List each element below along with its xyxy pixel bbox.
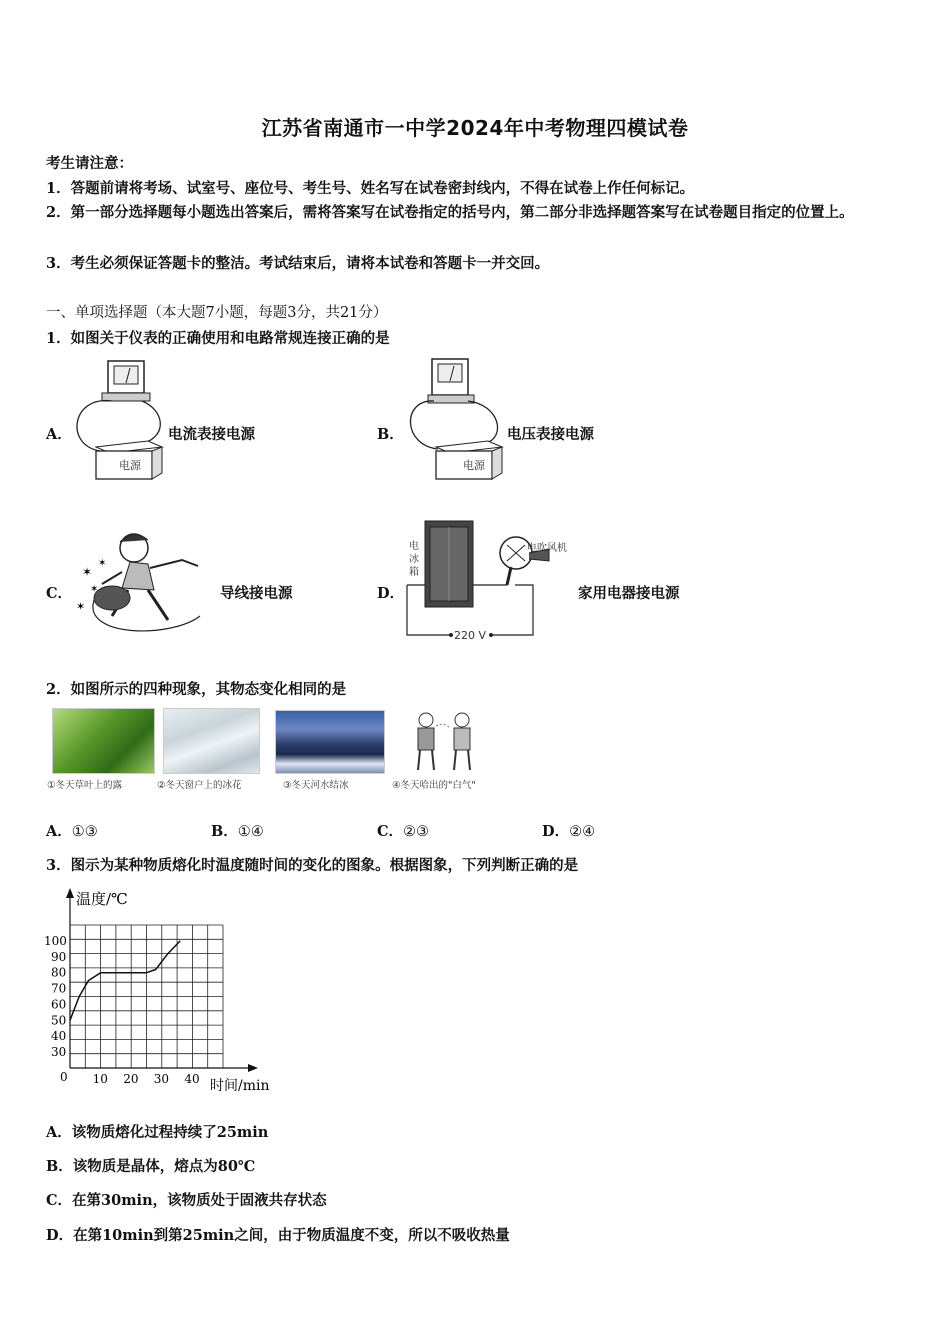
q3-option-d: D．在第10min到第25min之间，由于物质温度不变，所以不吸收热量 (46, 1227, 510, 1244)
y-tick-label: 30 (51, 1045, 67, 1060)
q1-d-fridge-label: 电冰箱 (409, 541, 419, 578)
x-axis-arrow (248, 1064, 258, 1072)
origin-label: 0 (60, 1070, 68, 1084)
notice-heading: 考生请注意： (46, 155, 133, 172)
svg-text:✶: ✶ (76, 600, 86, 613)
q2-caption-1: ①冬天草叶上的露 (47, 780, 123, 791)
y-tick-label: 50 (51, 1013, 67, 1028)
voltmeter-circuit-figure (402, 355, 512, 485)
q2-option-b: B．①④ (211, 823, 264, 840)
q2-caption-3: ③冬天河水结冰 (283, 780, 349, 791)
q2-option-c: C．②③ (377, 823, 430, 840)
q2-option-d: D．②④ (542, 823, 596, 840)
page-title: 江苏省南通市一中学2024年中考物理四模试卷 (261, 116, 689, 140)
q1-d-dryer-label: 电吹风机 (527, 543, 567, 554)
y-tick-label: 40 (51, 1029, 67, 1044)
melting-curve-chart (40, 884, 290, 1096)
y-axis-arrow (66, 888, 74, 898)
svg-text:✶: ✶ (90, 584, 99, 595)
svg-text:✶: ✶ (98, 558, 107, 569)
q3-option-c: C．在第30min，该物质处于固液共存状态 (46, 1192, 327, 1209)
q1-option-d-letter: D． (377, 585, 405, 602)
q1-option-a-letter: A． (46, 426, 72, 443)
notice-item-2: 2．第一部分选择题每小题选出答案后，需将答案写在试卷指定的括号内，第二部分非选择题答案写在试卷题目指定的位置上。 (46, 204, 854, 221)
short-circuit-boy-figure (72, 528, 212, 643)
x-tick-label: 20 (123, 1072, 139, 1086)
appliance-circuit-figure (403, 515, 583, 645)
melting-curve-line (70, 941, 180, 1020)
q1-option-d-text: 家用电器接电源 (578, 585, 680, 602)
q1-stem: 1．如图关于仪表的正确使用和电路常规连接正确的是 (46, 330, 390, 347)
q1-option-c-letter: C． (46, 585, 73, 602)
q1-option-b-text: 电压表接电源 (507, 426, 594, 443)
q1-a-device-label: 电源 (119, 459, 141, 472)
y-tick-label: 90 (51, 949, 67, 964)
q3-option-a: A．该物质熔化过程持续了25min (46, 1124, 269, 1141)
y-tick-label: 100 (44, 933, 67, 948)
q2-caption-2: ②冬天窗户上的冰花 (157, 780, 242, 791)
q3-stem: 3．图示为某种物质熔化时温度随时间的变化的图象。根据图象，下列判断正确的是 (46, 857, 579, 874)
q1-option-c-text: 导线接电源 (220, 585, 293, 602)
q2-caption-4: ④冬天哈出的"白气" (392, 780, 476, 791)
x-tick-label: 10 (92, 1072, 108, 1086)
y-tick-label: 60 (51, 997, 67, 1012)
x-tick-label: 40 (184, 1072, 200, 1086)
frozen-river-photo (275, 710, 385, 774)
dew-on-grass-photo (52, 708, 155, 774)
x-axis-label: 时间/min (210, 1078, 270, 1094)
window-frost-photo (163, 708, 260, 774)
q1-option-a-text: 电流表接电源 (168, 426, 255, 443)
q1-b-device-label: 电源 (463, 459, 485, 472)
notice-item-3: 3．考生必须保证答题卡的整洁。考试结束后，请将本试卷和答题卡一并交回。 (46, 255, 550, 272)
svg-text:✶: ✶ (82, 565, 93, 579)
section-heading: 一、单项选择题（本大题7小题，每题3分，共21分） (46, 305, 388, 321)
q3-option-b: B．该物质是晶体，熔点为80℃ (46, 1158, 256, 1175)
notice-item-1: 1．答题前请将考场、试室号、座位号、考生号、姓名写在试卷密封线内，不得在试卷上作任何标记。 (46, 180, 695, 197)
q2-option-a: A．①③ (46, 823, 98, 840)
q1-d-voltage-label: 220 V (454, 629, 487, 642)
y-tick-label: 80 (51, 965, 67, 980)
y-tick-label: 70 (51, 981, 67, 996)
x-tick-label: 30 (153, 1072, 170, 1086)
y-axis-label: 温度/℃ (76, 890, 128, 908)
q2-stem: 2．如图所示的四种现象，其物态变化相同的是 (46, 681, 347, 698)
breath-mist-figure (400, 706, 496, 774)
q1-option-b-letter: B． (377, 426, 404, 443)
